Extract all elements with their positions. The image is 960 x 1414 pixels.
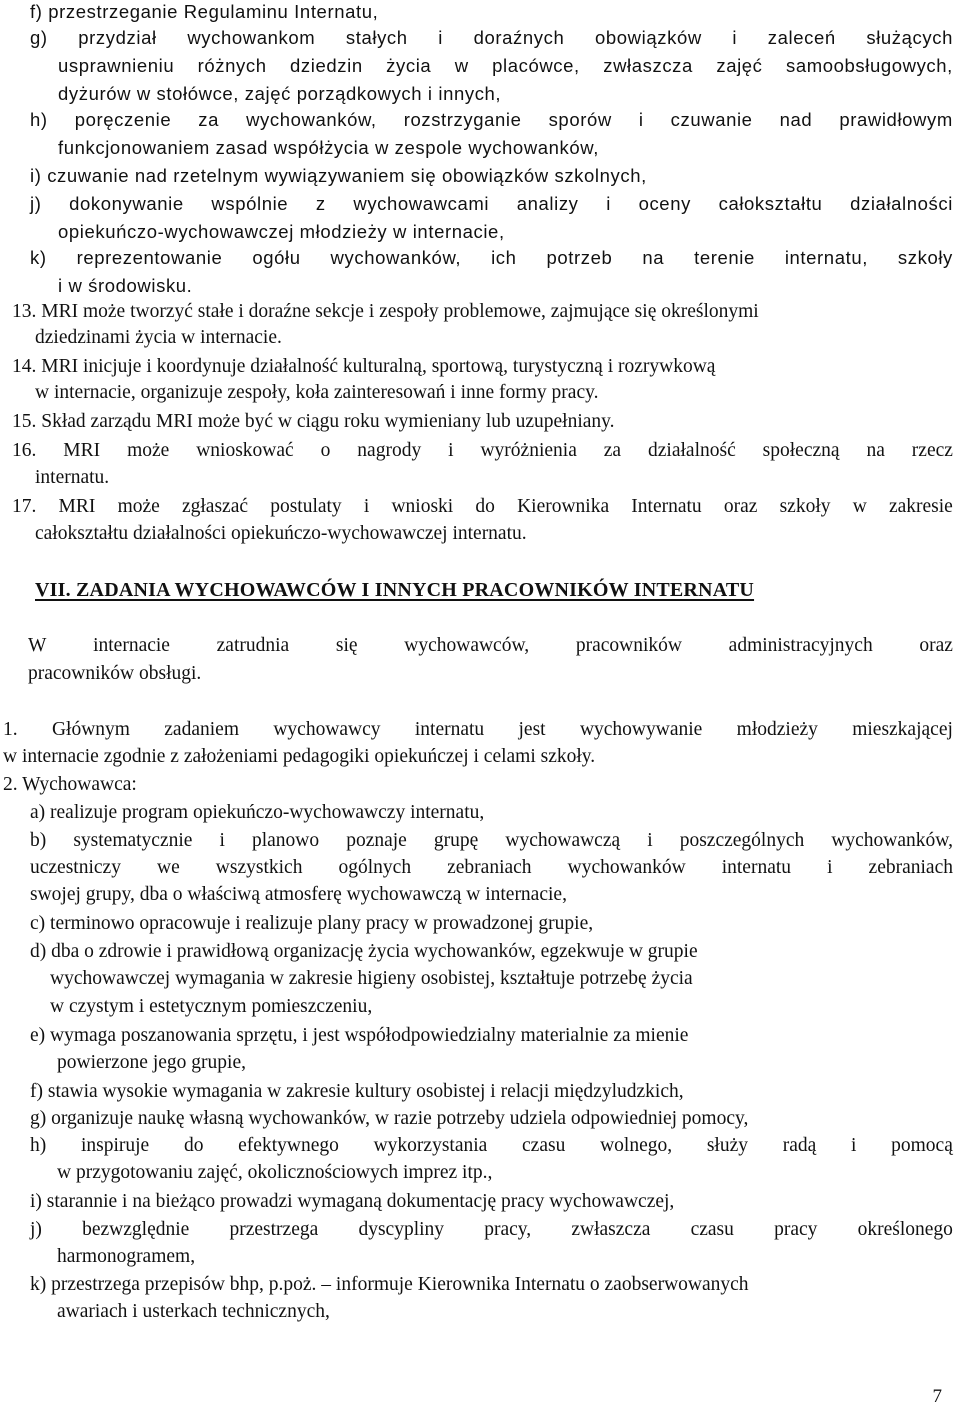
text-line: 15. Skład zarządu MRI może być w ciągu roku wymieniany lub uzupełniany. [12,411,615,432]
text-line: 1. Głównym zadaniem wychowawcy internatu jest wychowywanie młodzieży mieszkającej [3,719,953,740]
text-line: i) czuwanie nad rzetelnym wywiązywaniem się obowiązków szkolnych, [30,165,647,186]
text-line: k) reprezentowanie ogółu wychowanków, ich potrzeb na terenie internatu, szkoły [30,247,953,268]
text-line: w czystym i estetycznym pomieszczeniu, [50,996,373,1017]
text-line: w internacie, organizuje zespoły, koła zainteresowań i inne formy pracy. [35,382,599,403]
text-line: uczestniczy we wszystkich ogólnych zebraniach wychowanków internatu i zebraniach [30,857,953,878]
text-line: f) stawia wysokie wymagania w zakresie kultury osobistej i relacji międzyludzkich, [30,1081,684,1102]
text-line: dziedzinami życia w internacie. [35,327,282,348]
text-line: w przygotowaniu zajęć, okolicznościowych imprez itp., [57,1162,493,1183]
text-line: całokształtu działalności opiekuńczo-wychowawczej internatu. [35,523,527,544]
text-line: 13. MRI może tworzyć stałe i doraźne sekcje i zespoły problemowe, zajmujące się określonymi [12,301,759,322]
text-line: c) terminowo opracowuje i realizuje plany pracy w prowadzonej grupie, [30,913,594,934]
text-line: d) dba o zdrowie i prawidłową organizację życia wychowanków, egzekwuje w grupie [30,941,698,962]
text-line: j) bezwzględnie przestrzega dyscypliny pracy, zwłaszcza czasu pracy określonego [30,1219,953,1240]
text-line: w internacie zgodnie z założeniami pedagogiki opiekuńczej i celami szkoły. [3,746,596,767]
text-line: funkcjonowaniem zasad współżycia w zespole wychowanków, [58,137,599,158]
text-line: dyżurów w stołówce, zajęć porządkowych i innych, [58,83,502,104]
text-line: h) poręczenie za wychowanków, rozstrzyganie sporów i czuwanie nad prawidłowym [30,109,953,130]
text-line: j) dokonywanie wspólnie z wychowawcami analizy i oceny całokształtu działalności [30,193,953,214]
text-line: 14. MRI inicjuje i koordynuje działalność kulturalną, sportową, turystyczną i rozrywkową [12,356,716,377]
text-line: wychowawczej wymagania w zakresie higieny osobistej, kształtuje potrzebę życia [50,968,693,989]
text-line: i) starannie i na bieżąco prowadzi wymaganą dokumentację pracy wychowawczej, [30,1191,675,1212]
text-line: pracowników obsługi. [28,663,202,684]
text-line: swojej grupy, dba o właściwą atmosferę wychowawczą w internacie, [30,884,567,905]
text-line: W internacie zatrudnia się wychowawców, pracowników administracyjnych oraz [28,635,953,656]
text-line: k) przestrzega przepisów bhp, p.poż. – informuje Kierownika Internatu o zaobserwowanych [30,1274,749,1295]
text-line: powierzone jego grupie, [57,1052,246,1073]
text-line: b) systematycznie i planowo poznaje grupę wychowawczą i poszczególnych wychowanków, [30,830,953,851]
text-line: harmonogramem, [57,1246,196,1267]
page-number: 7 [932,1386,942,1407]
text-line: f) przestrzeganie Regulaminu Internatu, [30,1,379,22]
text-line: i w środowisku. [58,275,193,296]
text-line: 17. MRI może zgłaszać postulaty i wnioski do Kierownika Internatu oraz szkoły w zakresie [12,496,953,517]
text-line: 2. Wychowawca: [3,774,137,795]
text-line: a) realizuje program opiekuńczo-wychowawczy internatu, [30,802,485,823]
text-line: internatu. [35,467,110,488]
text-line: 16. MRI może wnioskować o nagrody i wyróżnienia za działalność społeczną na rzecz [12,440,953,461]
text-line: e) wymaga poszanowania sprzętu, i jest współodpowiedzialny materialnie za mienie [30,1025,689,1046]
section-heading: VII. ZADANIA WYCHOWAWCÓW I INNYCH PRACOWNIKÓW INTERNATU [35,579,755,601]
text-line: opiekuńczo-wychowawczej młodzieży w internacie, [58,221,505,242]
text-line: g) organizuje naukę własną wychowanków, w razie potrzeby udziela odpowiedniej pomocy, [30,1108,749,1129]
text-line: usprawnieniu różnych dziedzin życia w placówce, zwłaszcza zajęć samoobsługowych, [58,55,953,76]
text-line: h) inspiruje do efektywnego wykorzystania czasu wolnego, służy radą i pomocą [30,1135,953,1156]
text-line: awariach i usterkach technicznych, [57,1301,330,1322]
text-line: g) przydział wychowankom stałych i doraźnych obowiązków i zaleceń służących [30,27,953,48]
